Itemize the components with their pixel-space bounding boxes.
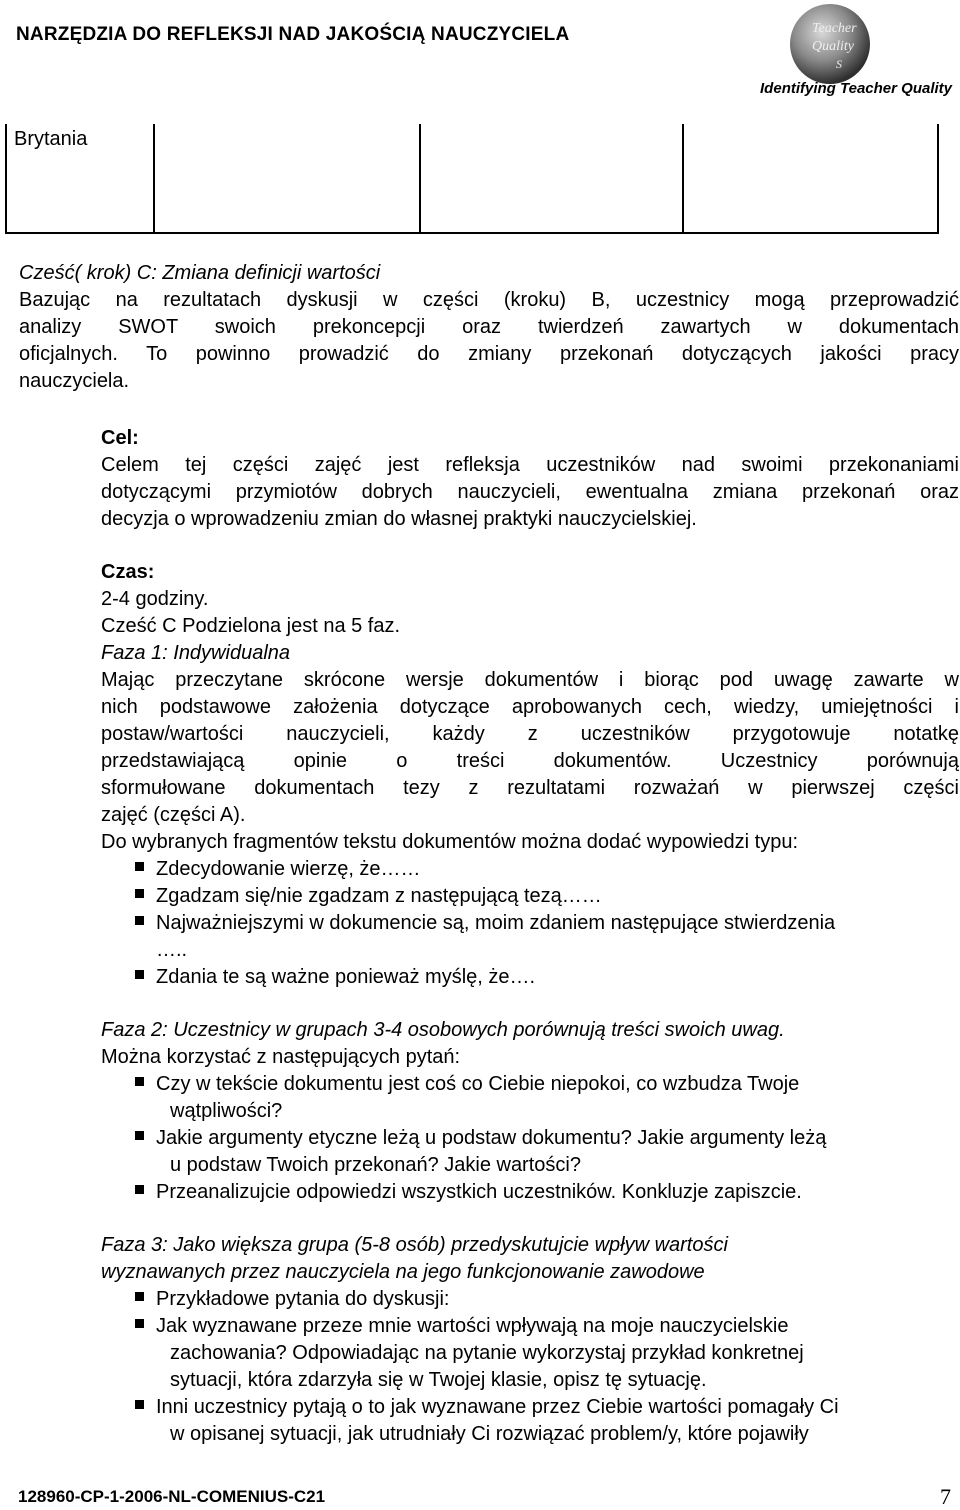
footer-project-code: 128960-CP-1-2006-NL-COMENIUS-C21 [18,1487,326,1506]
phase-3-section [101,1232,959,1286]
page-number: 7 [940,1484,951,1509]
phase-2-bullet-continuation: u podstaw Twoich przekonań? Jakie wartości? [170,1154,581,1176]
table-fragment [5,124,939,234]
phase-1-line: nich podstawowe założenia dotyczące aprobowanych cech, wiedzy, umiejętności i [101,696,959,718]
phase-1-line: przedstawiającą opinie o treści dokumentów. Uczestnicy porównują [101,750,959,772]
table-column-divider [419,124,421,232]
phase-3-bullet-continuation: sytuacji, która zdarzyła się w Twojej klasie, opisz tę sytuację. [170,1369,707,1391]
time-section [101,559,959,640]
part-c-intro-line: oficjalnych. To powinno prowadzić do zmiany przekonań dotyczących jakości pracy [19,343,959,365]
parts-count: Cześć C Podzielona jest na 5 faz. [101,615,401,637]
phase-1-section [101,640,959,856]
goal-section [101,425,959,533]
goal-line: dotyczącymi przymiotów dobrych nauczycieli, ewentualna zmiana przekonań oraz [101,481,959,503]
phase-3-title-line: Faza 3: Jako większa grupa (5-8 osób) przedyskutujcie wpływ wartości [101,1234,728,1256]
svg-text:Quality: Quality [812,39,854,54]
phase-1-bullet: Najważniejszymi w dokumencie są, moim zdaniem następujące stwierdzenia [156,912,836,934]
phase-1-lead: Do wybranych fragmentów tekstu dokumentów można dodać wypowiedzi typu: [101,831,799,853]
phase-1-bullet: Zdecydowanie wierzę, że…… [156,858,421,880]
square-bullet-icon [135,1292,144,1301]
phase-3-bullet-continuation: w opisanej sytuacji, jak utrudniały Ci rozwiązać problem/y, które pojawiły [170,1423,809,1445]
table-column-divider [682,124,684,232]
time-label: Czas: [101,561,155,583]
goal-line: Celem tej części zajęć jest refleksja uczestników nad swoimi przekonaniami [101,454,959,476]
phase-2-bullet: Czy w tekście dokumentu jest coś co Ciebie niepokoi, co wzbudza Twoje [156,1073,800,1095]
square-bullet-icon [135,862,144,871]
square-bullet-icon [135,970,144,979]
time-value: 2-4 godziny. [101,588,209,610]
phase-3-bullet: Jak wyznawane przeze mnie wartości wpływają na moje nauczycielskie [156,1315,789,1337]
phase-1-line: zajęć (części A). [101,804,246,826]
table-cell-country: Brytania [14,128,88,150]
phase-2-section [101,1017,959,1071]
square-bullet-icon [135,916,144,925]
square-bullet-icon [135,1400,144,1409]
phase-2-bullet: Jakie argumenty etyczne leżą u podstaw dokumentu? Jakie argumenty leżą [156,1127,827,1149]
part-c-intro-line: Bazując na rezultatach dyskusji w części (kroku) B, uczestnicy mogą przeprowadzić [19,289,959,311]
svg-text:Teacher: Teacher [812,21,857,36]
phase-2-lead: Można korzystać z następujących pytań: [101,1046,461,1068]
phase-3-title-line: wyznawanych przez nauczyciela na jego funkcjonowanie zawodowe [101,1261,705,1283]
phase-2-title: Faza 2: Uczestnicy w grupach 3-4 osobowych porównują treści swoich uwag. [101,1019,785,1041]
goal-label: Cel: [101,427,139,449]
teacher-quality-logo [788,2,872,86]
phase-1-title: Faza 1: Indywidualna [101,642,291,664]
phase-1-bullet: Zdania te są ważne ponieważ myślę, że…. [156,966,536,988]
square-bullet-icon [135,1319,144,1328]
square-bullet-icon [135,1131,144,1140]
part-c-intro-line: analizy SWOT swoich prekoncepcji oraz twierdzeń zawartych w dokumentach [19,316,959,338]
phase-1-line: postaw/wartości nauczycieli, każdy z uczestników przygotowuje notatkę [101,723,959,745]
part-c-intro-line: nauczyciela. [19,370,130,392]
phase-3-bullet: Inni uczestnicy pytają o to jak wyznawane przez Ciebie wartości pomagały Ci [156,1396,839,1418]
phase-2-bullet-continuation: wątpliwości? [170,1100,283,1122]
phase-1-line: sformułowane dokumentach tezy z rezultatami rozważań w pierwszej części [101,777,959,799]
part-c-title: Cześć( krok) C: Zmiana definicji wartości [19,262,381,284]
phase-3-bullet-continuation: zachowania? Odpowiadając na pytanie wykorzystaj przykład konkretnej [170,1342,804,1364]
svg-text:S: S [836,57,842,71]
phase-1-bullet-continuation: ….. [156,939,188,961]
goal-line: decyzja o wprowadzeniu zmian do własnej praktyki nauczycielskiej. [101,508,697,530]
square-bullet-icon [135,1077,144,1086]
document-header-subtitle: Identifying Teacher Quality [760,80,952,97]
phase-3-bullet: Przykładowe pytania do dyskusji: [156,1288,450,1310]
phase-1-line: Mając przeczytane skrócone wersje dokumentów i biorąc pod uwagę zawarte w [101,669,959,691]
square-bullet-icon [135,1185,144,1194]
document-header-title: NARZĘDZIA DO REFLEKSJI NAD JAKOŚCIĄ NAUCZYCIELA [16,24,570,45]
table-column-divider [153,124,155,232]
square-bullet-icon [135,889,144,898]
phase-1-bullet: Zgadzam się/nie zgadzam z następującą tezą…… [156,885,602,907]
part-c-section [19,260,959,395]
phase-2-bullet: Przeanalizujcie odpowiedzi wszystkich uczestników. Konkluzje zapiszcie. [156,1181,802,1203]
